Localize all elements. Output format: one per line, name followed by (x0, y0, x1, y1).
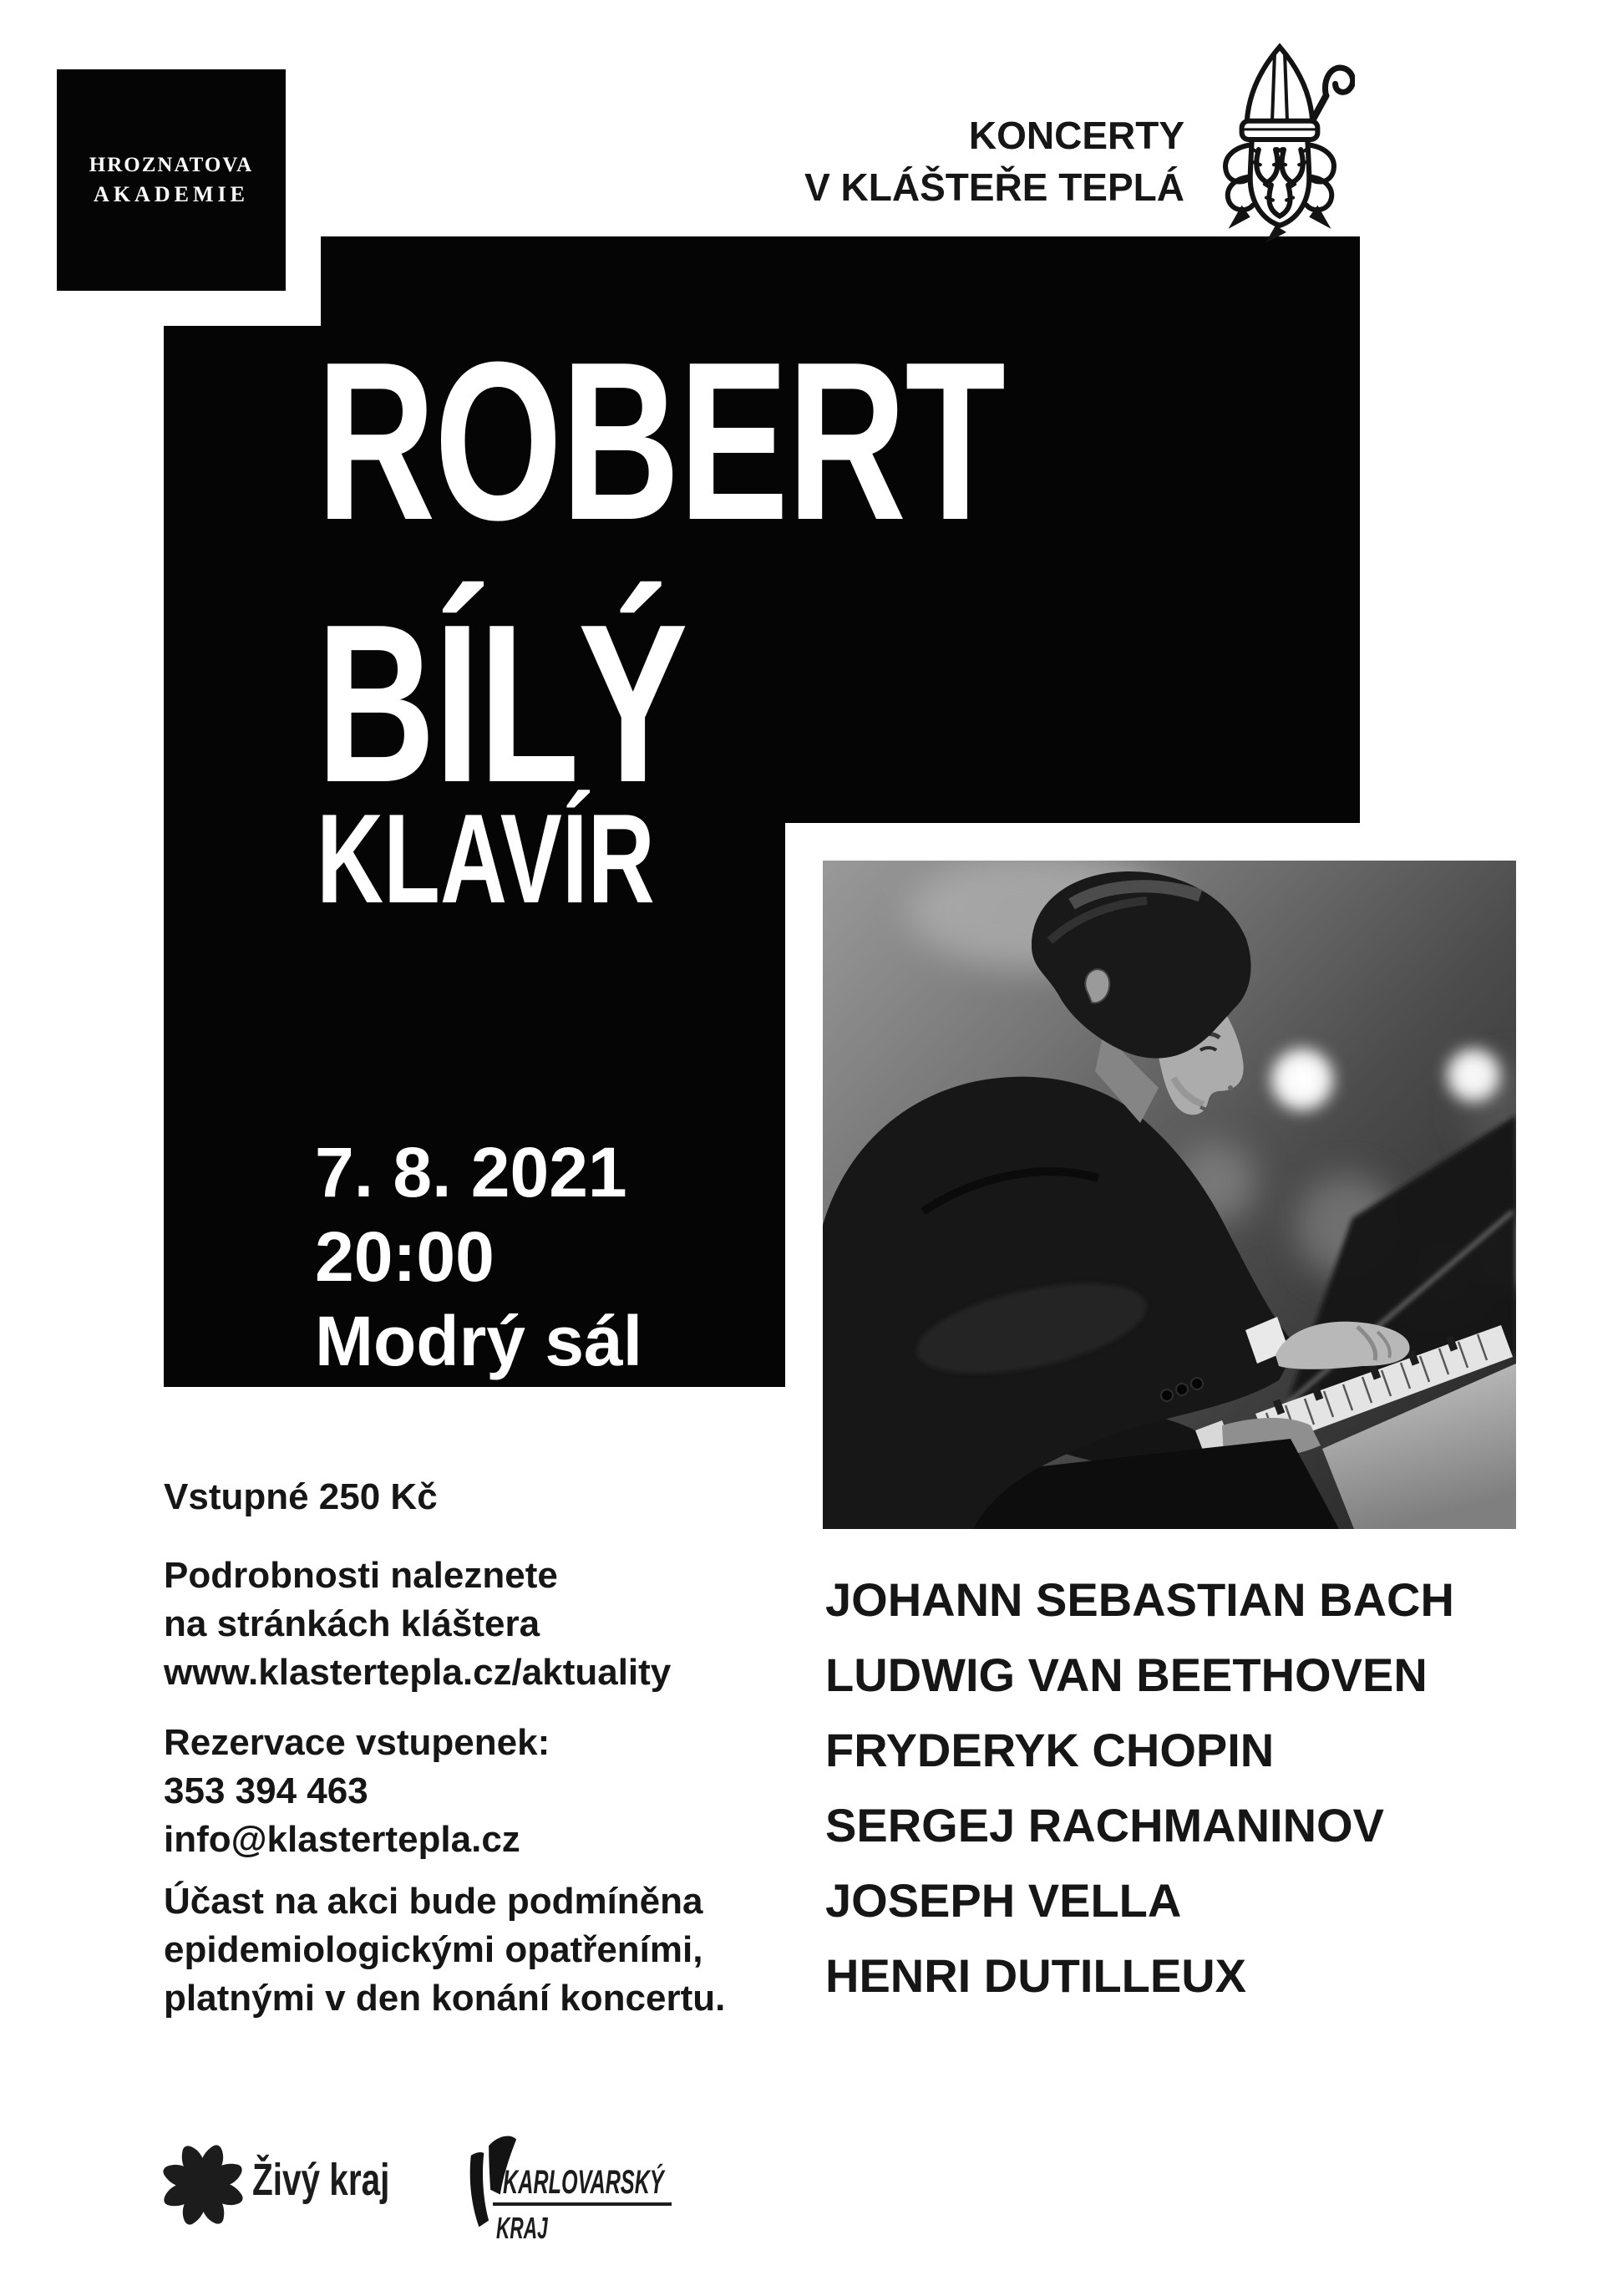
artist-instrument: KLAVÍR (317, 788, 655, 930)
details-paragraph (164, 1552, 671, 1697)
series-title-line2: V KLÁŠTEŘE TEPLÁ (804, 165, 1184, 209)
academy-name-line1: HROZNATOVA (89, 153, 254, 176)
karlovarsky-kraj-label-line2: KRAJ (496, 2211, 548, 2245)
zivy-kraj-label: Živý kraj (252, 2155, 390, 2205)
pinwheel-flower-icon (159, 2141, 247, 2229)
covid-notice (164, 1877, 725, 2023)
reservation-email: info@klastertepla.cz (164, 1819, 520, 1860)
series-title-line1: KONCERTY (968, 114, 1184, 157)
artist-name (317, 311, 1004, 836)
event-date: 7. 8. 2021 (315, 1133, 627, 1211)
reservation-phone: 353 394 463 (164, 1770, 368, 1811)
program-list (825, 1562, 1454, 2014)
ticket-price: Vstupné 250 Kč (164, 1476, 438, 1517)
reservation-label: Rezervace vstupenek: (164, 1722, 550, 1763)
details-line1: Podrobnosti naleznete (164, 1555, 558, 1596)
program-item: JOHANN SEBASTIAN BACH (825, 1573, 1454, 1626)
pianist-photo-illustration (823, 861, 1516, 1529)
series-title (804, 109, 1184, 213)
pianist-photo (823, 861, 1516, 1529)
event-details (315, 1130, 642, 1384)
details-line2: na stránkách kláštera (164, 1603, 540, 1644)
karlovarsky-kraj-rule (493, 2202, 672, 2206)
covid-line1: Účast na akci bude podmíněna (164, 1881, 703, 1922)
program-item: LUDWIG VAN BEETHOVEN (825, 1648, 1428, 1701)
bishop-mitre-crest-icon (1205, 42, 1355, 244)
program-item: HENRI DUTILLEUX (825, 1949, 1246, 2002)
academy-name-line2: AKADEMIE (94, 181, 249, 206)
covid-line2: epidemiologickými opatřeními, (164, 1929, 703, 1970)
reservation-paragraph (164, 1719, 550, 1864)
event-time: 20:00 (315, 1217, 495, 1296)
program-item: SERGEJ RACHMANINOV (825, 1799, 1384, 1852)
program-item: FRYDERYK CHOPIN (825, 1724, 1275, 1776)
covid-line3: platnými v den konání koncertu. (164, 1978, 726, 2019)
karlovarsky-kraj-label-line1: KARLOVARSKÝ (503, 2164, 664, 2201)
program-item: JOSEPH VELLA (825, 1874, 1182, 1927)
academy-logo (57, 69, 286, 291)
event-venue: Modrý sál (315, 1302, 643, 1380)
artist-first-name: ROBERT (317, 316, 1005, 567)
artist-last-name: BÍLÝ (317, 578, 687, 830)
details-url: www.klastertepla.cz/aktuality (164, 1652, 672, 1693)
